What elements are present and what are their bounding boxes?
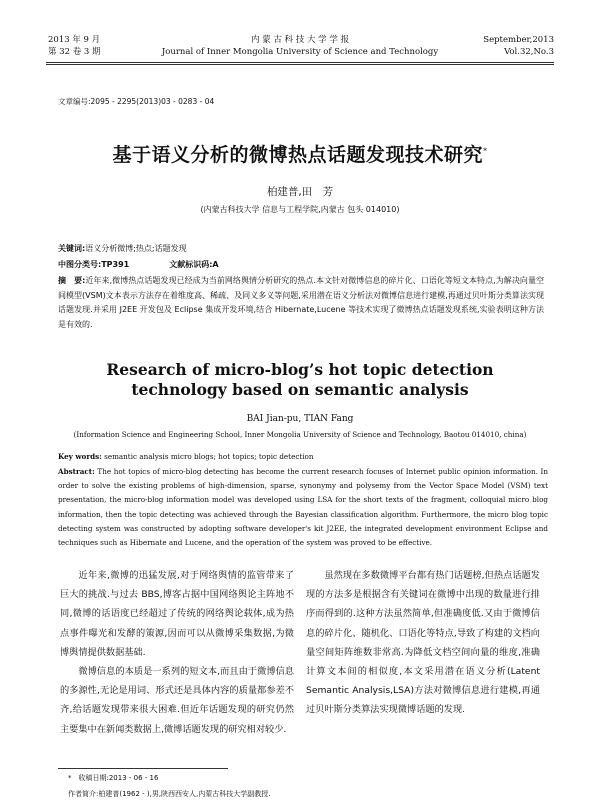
title-zh [0,140,600,167]
footnote-rule [58,768,228,769]
keywords-en-text: semantic analysis micro blogs; hot topics; topic detection [104,452,314,461]
keywords-zh-text: 语义分析微博;热点;话题发现 [85,244,187,253]
authors-en: BAI Jian-pu, TIAN Fang [246,414,354,424]
title-en: Research of micro-blog’s hot topic detection technology based on semantic analysis [106,360,494,399]
keywords-en-label: Key words: [58,452,102,461]
footnote-author-bio: 作者简介:柏建普(1962 - ),男,陕西西安人,内蒙古科技大学副教授. [68,790,271,798]
authors-zh: 柏建普,田 芳 [266,186,334,198]
body-paragraph: 微博信息的本质是一系列的短文本,而且由于微博信息的多源性,无论是用词、形式还是具体内容的质量都参差不齐,给话题发现带来很大困难.但近年话题发现的研究仍然主要集中在新闻类数据上,微博话题发现的研究相对较少. [60,666,294,735]
journal-name-en: Journal of Inner Mongolia University of Science and Technology [161,47,439,57]
title-footnote-mark: * [483,146,488,156]
abstract-zh-text: 近年来,微博热点话题发现已经成为当前网络舆情分析研究的热点.本文针对微博信息的碎片化、口语化等短文本特点,为解决向量空间模型(VSM)文本表示方法存在着维度高、稀疏、及同义多义等问题,采用潜在语义分析法对微博信息进行建模,再通过贝叶斯分类算法实现话题发现.并采用 J2EE 开发包及 Eclipse 集成开发环境,结合 Hibernate,Lucene 等技术实现了微博热点话题发现系统,实验表明这种方法是有效的. [58,276,545,329]
header-rule [46,62,554,63]
keywords-en [58,452,314,461]
body-paragraph: 虽然现在多数微博平台都有热门话题榜,但热点话题发现的方法多是根据含有关键词在微博中出现的数量进行排序而得到的.这种方法虽然简单,但准确度低.又由于微博信息的碎片化、随机化、口语化等特点,导致了构建的文档向量空间矩阵维数非常高.为降低文档空间向量的维度,准确计算文本间的相似度,本文采用潜在语义分析(Latent Semantic Analysis,LSA)方法对微博信息进行建模,再通过贝叶斯分类算法实现微博话题的发现. [306,570,540,716]
journal-date-volume-en [483,34,554,58]
body-column-left [60,566,294,739]
journal-name-zh: 内 蒙 古 科 技 大 学 学 报 [250,35,350,45]
journal-date: 2013 年 9 月 [48,35,101,45]
abstract-zh-label: 摘 要: [58,276,86,285]
footnote-received: * 收稿日期:2013 - 06 - 16 [68,774,159,782]
body-column-right [306,566,540,720]
affiliation-en: (Information Science and Engineering School, Inner Mongolia University of Science and Technology, Baotou 014010, china) [73,430,527,439]
title-zh-text: 基于语义分析的微博热点话题发现技术研究 [112,144,483,166]
header-rule-2 [46,64,554,65]
document-code: 文献标识码:A [169,260,219,269]
journal-volume-en: Vol.32,No.3 [504,47,554,57]
affiliation-zh: (内蒙古科技大学 信息与工程学院,内蒙古 包头 014010) [200,205,400,214]
article-number: 文章编号:2095 - 2295(2013)03 - 0283 - 04 [58,97,215,106]
abstract-en-text: The hot topics of micro-blog detecting has become the current research focuses of Internet public opinion information. In order to solve the existing problems of high-dimension, sparse, synonymy and polysemy from the Vector Space Model (VSM) text presentation, the micro-blog information model was developed using LSA for the short texts of the fragment, colloquial micro blog information, then the topic detecting was achieved through the Bayesian classification algorithm. Furthermore, the micro blog topic detecting system was constructed by adopting software developer's kit J2EE, the integrated development environment Eclipse and techniques such as Hibernate and Lucene, and the operation of the system was proved to be effective. [58,467,548,548]
clc-number: 中图分类号:TP391 [58,260,130,269]
keywords-zh-label: 关键词: [58,244,86,253]
abstract-en [58,465,548,550]
abstract-en-label: Abstract: [58,467,95,476]
classification [58,259,219,270]
abstract-zh [58,274,544,332]
body-paragraph: 近年来,微博的迅猛发展,对于网络舆情的监管带来了巨大的挑战.与过去 BBS,博客占据中国网络舆论主阵地不同,微博的话语度已经超过了传统的网络舆论载体,成为热点事件曝光和发酵的策源,因而可以从微博采集数据,为微博舆情提供数据基础. [60,570,294,658]
journal-date-en: September,2013 [483,35,554,45]
journal-volume: 第 32 卷 3 期 [48,47,101,57]
keywords-zh [58,243,187,254]
